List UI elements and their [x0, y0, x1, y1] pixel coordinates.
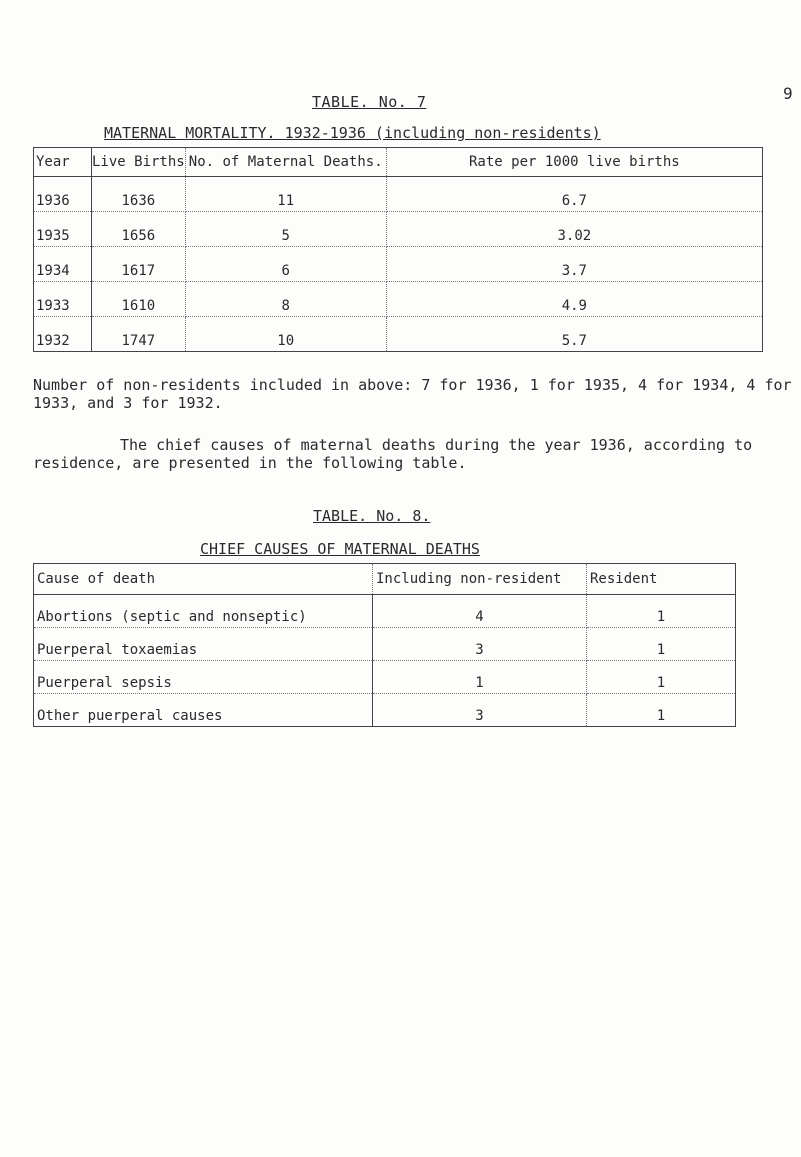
cell-live-births: 1747 [92, 317, 186, 352]
table8-title: TABLE. No. 8. [313, 507, 431, 525]
cell-maternal-deaths: 6 [185, 247, 386, 282]
table-row [34, 628, 736, 661]
cell-resident: 1 [587, 661, 736, 694]
cell-cause: Abortions (septic and nonseptic) [34, 595, 373, 628]
header-including-non-resident: Including non-resident [373, 564, 587, 595]
non-residents-note: Number of non-residents included in above: 7 for 1936, 1 for 1935, 4 for 1934, 4 for 1933, and 3 for 1932. [33, 376, 792, 412]
table-row [34, 694, 736, 727]
chief-causes-table [33, 563, 736, 727]
page-number: 9 [783, 84, 793, 103]
cell-live-births: 1636 [92, 177, 186, 212]
header-year: Year [34, 148, 92, 177]
cell-live-births: 1656 [92, 212, 186, 247]
cell-live-births: 1610 [92, 282, 186, 317]
cell-including-non-resident: 4 [373, 595, 587, 628]
table-row [34, 177, 763, 212]
cell-including-non-resident: 1 [373, 661, 587, 694]
header-maternal-deaths: No. of Maternal Deaths. [185, 148, 386, 177]
header-rate: Rate per 1000 live births [386, 148, 762, 177]
table-row [34, 661, 736, 694]
intro-text: The chief causes of maternal deaths during the year 1936, according to residence, are presented in the following table. [33, 436, 753, 472]
cell-year: 1933 [34, 282, 92, 317]
header-live-births: Live Births [92, 148, 186, 177]
table-header-row [34, 148, 763, 177]
cell-year: 1932 [34, 317, 92, 352]
header-cause: Cause of death [34, 564, 373, 595]
cell-maternal-deaths: 10 [185, 317, 386, 352]
cell-including-non-resident: 3 [373, 628, 587, 661]
cell-cause: Puerperal toxaemias [34, 628, 373, 661]
cell-rate: 3.7 [386, 247, 762, 282]
cell-maternal-deaths: 11 [185, 177, 386, 212]
cell-rate: 6.7 [386, 177, 762, 212]
cell-rate: 5.7 [386, 317, 762, 352]
table8-subtitle: CHIEF CAUSES OF MATERNAL DEATHS [200, 540, 480, 558]
cell-including-non-resident: 3 [373, 694, 587, 727]
cell-maternal-deaths: 5 [185, 212, 386, 247]
cell-resident: 1 [587, 694, 736, 727]
table-row [34, 282, 763, 317]
table-row [34, 317, 763, 352]
intro-paragraph [33, 436, 798, 472]
cell-maternal-deaths: 8 [185, 282, 386, 317]
cell-live-births: 1617 [92, 247, 186, 282]
cell-cause: Other puerperal causes [34, 694, 373, 727]
cell-year: 1934 [34, 247, 92, 282]
cell-year: 1936 [34, 177, 92, 212]
cell-cause: Puerperal sepsis [34, 661, 373, 694]
table-header-row [34, 564, 736, 595]
cell-resident: 1 [587, 628, 736, 661]
table7-title: TABLE. No. 7 [312, 93, 427, 111]
table-row [34, 247, 763, 282]
cell-resident: 1 [587, 595, 736, 628]
cell-rate: 3.02 [386, 212, 762, 247]
table-row [34, 595, 736, 628]
header-resident: Resident [587, 564, 736, 595]
table-row [34, 212, 763, 247]
table7-subtitle: MATERNAL MORTALITY. 1932-1936 (including non-residents) [104, 124, 601, 142]
cell-year: 1935 [34, 212, 92, 247]
cell-rate: 4.9 [386, 282, 762, 317]
maternal-mortality-table [33, 147, 763, 352]
